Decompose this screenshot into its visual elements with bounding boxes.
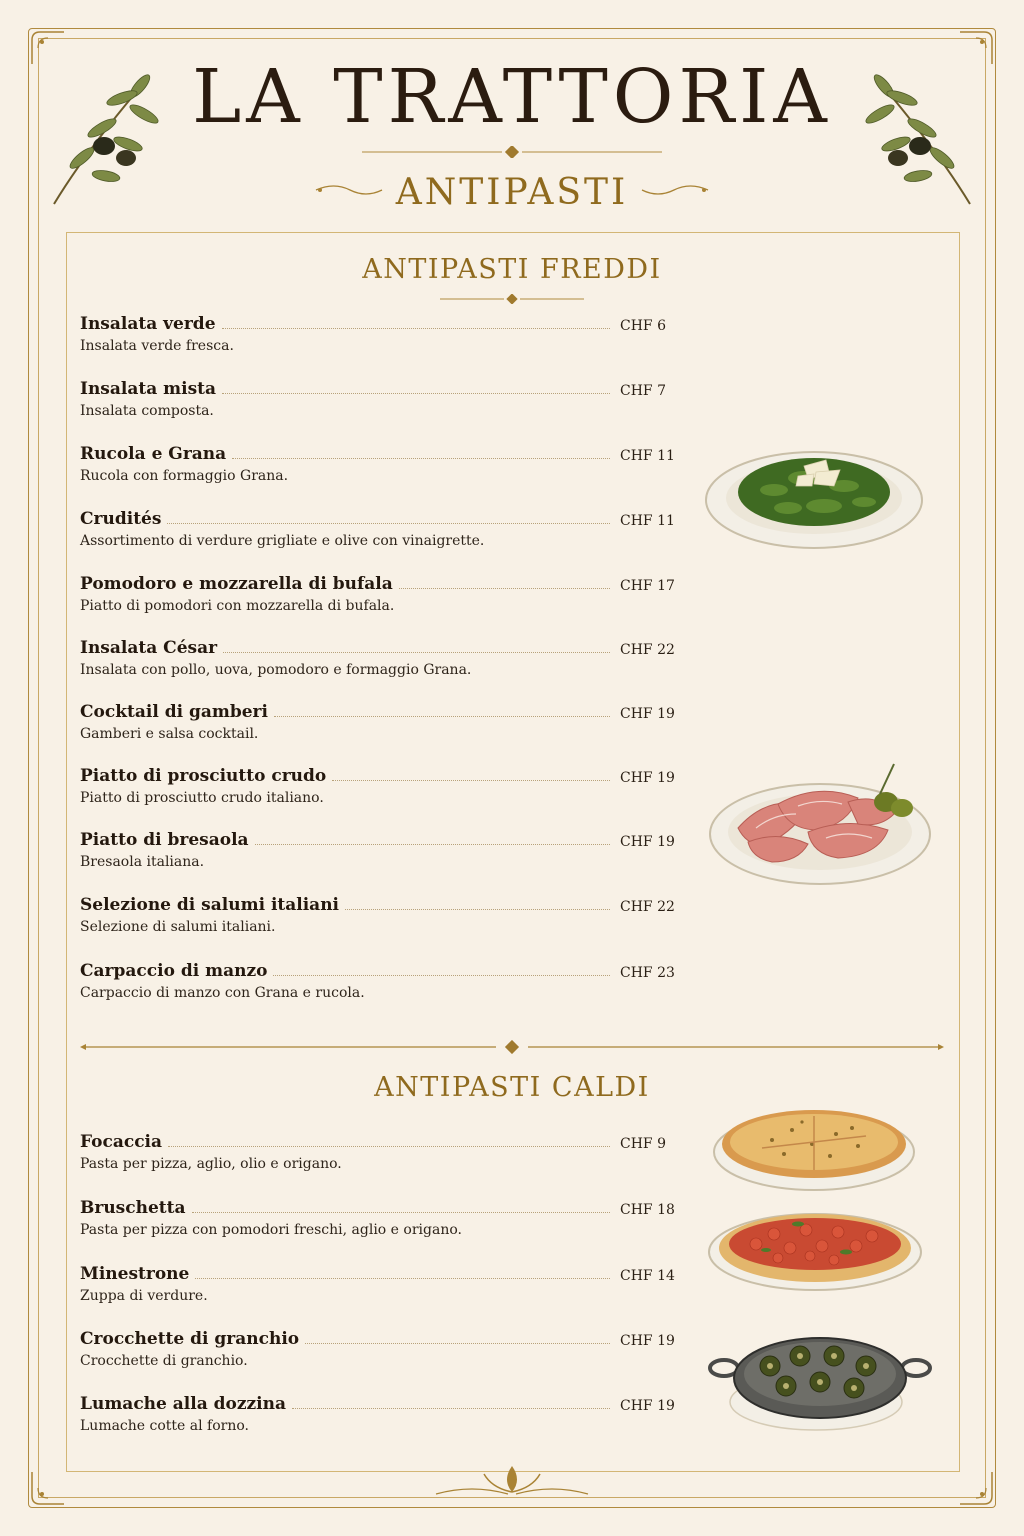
leader-dots bbox=[345, 908, 610, 910]
menu-item bbox=[80, 438, 676, 494]
menu-item bbox=[80, 632, 676, 688]
menu-item bbox=[80, 568, 676, 624]
item-name: Lumache alla dozzina bbox=[80, 1394, 286, 1414]
item-name: Pomodoro e mozzarella di bufala bbox=[80, 574, 393, 594]
item-description: Bresaola italiana. bbox=[80, 854, 205, 870]
item-price: CHF 19 bbox=[620, 834, 675, 850]
item-price: CHF 11 bbox=[620, 448, 675, 464]
menu-item bbox=[80, 760, 676, 816]
menu-item bbox=[80, 1192, 676, 1248]
section-title-freddi: ANTIPASTI FREDDI bbox=[362, 254, 662, 285]
item-name: Minestrone bbox=[80, 1264, 190, 1284]
leader-dots bbox=[255, 843, 610, 845]
menu-item bbox=[80, 1323, 676, 1379]
leader-dots bbox=[222, 327, 610, 329]
title-divider-icon bbox=[362, 146, 662, 158]
arugula-salad-plate bbox=[704, 442, 924, 554]
item-price: CHF 18 bbox=[620, 1202, 675, 1218]
corner-flourish-icon bbox=[30, 1470, 66, 1506]
leader-dots bbox=[222, 392, 610, 394]
menu-item bbox=[80, 1388, 676, 1444]
item-price: CHF 19 bbox=[620, 1333, 675, 1349]
section-divider-icon bbox=[440, 294, 584, 304]
item-description: Gamberi e salsa cocktail. bbox=[80, 726, 259, 742]
item-name: Bruschetta bbox=[80, 1198, 186, 1218]
leader-dots bbox=[232, 457, 610, 459]
item-price: CHF 9 bbox=[620, 1136, 666, 1152]
item-name: Insalata verde bbox=[80, 314, 216, 334]
item-name: Rucola e Grana bbox=[80, 444, 227, 464]
item-description: Pasta per pizza con pomodori freschi, aglio e origano. bbox=[80, 1222, 462, 1238]
menu-item bbox=[80, 503, 676, 559]
prosciutto-plate bbox=[708, 758, 938, 888]
item-name: Selezione di salumi italiani bbox=[80, 895, 340, 915]
item-name: Insalata César bbox=[80, 638, 218, 658]
leader-dots bbox=[273, 974, 610, 976]
item-price: CHF 14 bbox=[620, 1268, 675, 1284]
item-description: Insalata con pollo, uova, pomodoro e formaggio Grana. bbox=[80, 662, 472, 678]
item-description: Insalata composta. bbox=[80, 403, 214, 419]
menu-item bbox=[80, 373, 676, 429]
item-price: CHF 19 bbox=[620, 706, 675, 722]
menu-item bbox=[80, 1126, 676, 1182]
item-price: CHF 6 bbox=[620, 318, 666, 334]
item-description: Carpaccio di manzo con Grana e rucola. bbox=[80, 985, 365, 1001]
item-name: Insalata mista bbox=[80, 379, 217, 399]
item-description: Rucola con formaggio Grana. bbox=[80, 468, 289, 484]
bottom-ornament-icon bbox=[432, 1460, 592, 1500]
item-price: CHF 22 bbox=[620, 642, 675, 658]
menu-item bbox=[80, 889, 676, 945]
leader-dots bbox=[168, 1145, 610, 1147]
leader-dots bbox=[305, 1342, 610, 1344]
item-description: Piatto di prosciutto crudo italiano. bbox=[80, 790, 324, 806]
item-name: Carpaccio di manzo bbox=[80, 961, 268, 981]
menu-item bbox=[80, 696, 676, 752]
leader-dots bbox=[223, 651, 610, 653]
item-price: CHF 17 bbox=[620, 578, 675, 594]
item-price: CHF 19 bbox=[620, 770, 675, 786]
snails-pan bbox=[708, 1322, 934, 1434]
item-description: Piatto di pomodori con mozzarella di bufala. bbox=[80, 598, 395, 614]
item-name: Crudités bbox=[80, 509, 162, 529]
item-price: CHF 7 bbox=[620, 383, 666, 399]
leader-dots bbox=[332, 779, 610, 781]
focaccia-plate bbox=[712, 1100, 916, 1192]
corner-flourish-icon bbox=[958, 1470, 994, 1506]
menu-subtitle: ANTIPASTI bbox=[395, 172, 629, 213]
section-title-caldi: ANTIPASTI CALDI bbox=[374, 1072, 650, 1103]
restaurant-title: LA TRATTORIA bbox=[192, 54, 832, 140]
menu-item bbox=[80, 955, 676, 1011]
leader-dots bbox=[167, 522, 610, 524]
leader-dots bbox=[192, 1211, 610, 1213]
leader-dots bbox=[399, 587, 610, 589]
bruschetta-plate bbox=[706, 1200, 924, 1294]
item-description: Zuppa di verdure. bbox=[80, 1288, 208, 1304]
item-price: CHF 23 bbox=[620, 965, 675, 981]
item-price: CHF 22 bbox=[620, 899, 675, 915]
item-price: CHF 19 bbox=[620, 1398, 675, 1414]
item-name: Piatto di prosciutto crudo bbox=[80, 766, 327, 786]
leader-dots bbox=[292, 1407, 610, 1409]
item-description: Selezione di salumi italiani. bbox=[80, 919, 276, 935]
flourish-right-icon bbox=[640, 180, 710, 200]
item-price: CHF 11 bbox=[620, 513, 675, 529]
leader-dots bbox=[195, 1277, 610, 1279]
item-name: Focaccia bbox=[80, 1132, 163, 1152]
menu-item bbox=[80, 1258, 676, 1314]
item-description: Insalata verde fresca. bbox=[80, 338, 234, 354]
item-name: Cocktail di gamberi bbox=[80, 702, 268, 722]
section-divider-icon bbox=[80, 1040, 944, 1054]
leader-dots bbox=[274, 715, 610, 717]
menu-item bbox=[80, 824, 676, 880]
item-name: Crocchette di granchio bbox=[80, 1329, 300, 1349]
item-description: Crocchette di granchio. bbox=[80, 1353, 248, 1369]
menu-item bbox=[80, 308, 676, 364]
item-name: Piatto di bresaola bbox=[80, 830, 249, 850]
item-description: Pasta per pizza, aglio, olio e origano. bbox=[80, 1156, 342, 1172]
item-description: Lumache cotte al forno. bbox=[80, 1418, 250, 1434]
item-description: Assortimento di verdure grigliate e olive con vinaigrette. bbox=[80, 533, 485, 549]
